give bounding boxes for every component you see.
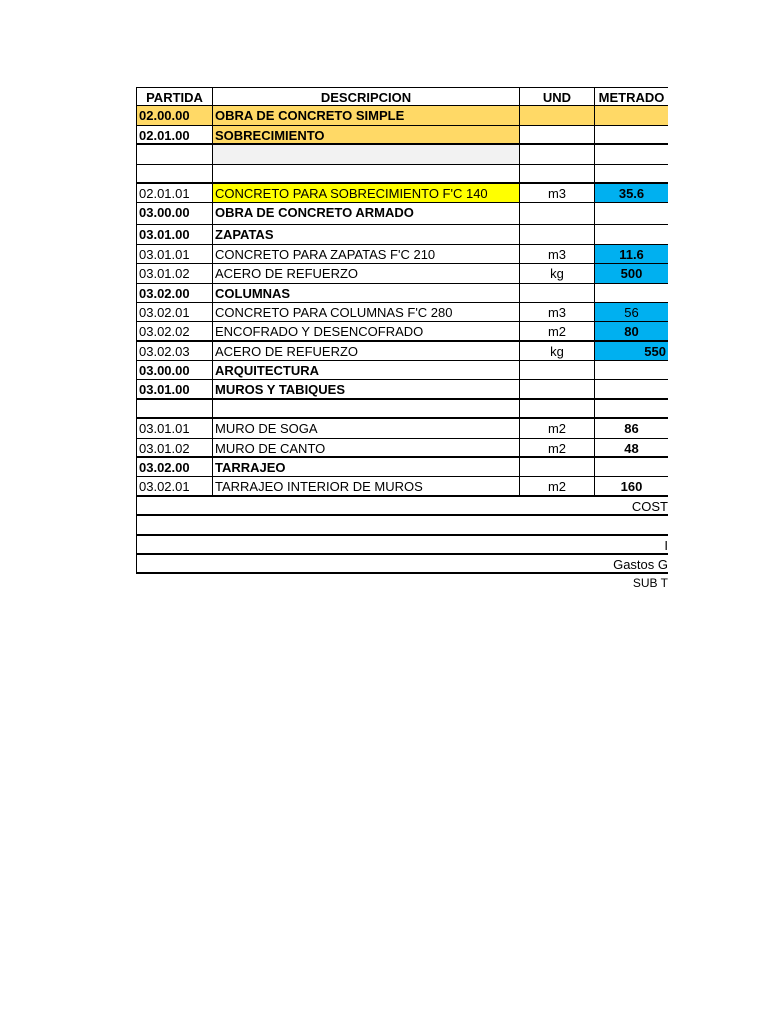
table-row (136, 126, 668, 145)
table-row (136, 400, 668, 419)
cell-partida[interactable]: 03.00.00 (136, 203, 212, 225)
cell-metrado[interactable]: 56 (594, 303, 668, 322)
table-row (136, 284, 668, 303)
summary-gastos-label[interactable]: Gastos G (136, 555, 668, 574)
cell-und[interactable]: m3 (519, 303, 594, 322)
cell-metrado[interactable] (594, 284, 668, 303)
cell-und[interactable] (519, 145, 594, 164)
cell-descripcion[interactable] (212, 400, 519, 419)
cell-descripcion[interactable]: SOBRECIMIENTO (212, 126, 519, 145)
cell-descripcion[interactable]: MUROS Y TABIQUES (212, 380, 519, 399)
summary-costo-label[interactable]: COST (136, 497, 668, 516)
cell-metrado[interactable] (594, 126, 668, 145)
cell-descripcion[interactable]: ARQUITECTURA (212, 361, 519, 380)
table-row (136, 322, 668, 341)
cell-descripcion[interactable]: COLUMNAS (212, 284, 519, 303)
cell-und[interactable]: m2 (519, 477, 594, 496)
cell-metrado[interactable] (594, 225, 668, 244)
table-row (136, 439, 668, 458)
cell-descripcion[interactable]: MURO DE CANTO (212, 439, 519, 458)
table-row (136, 184, 668, 203)
cell-descripcion[interactable]: CONCRETO PARA SOBRECIMIENTO F'C 140 (212, 184, 519, 203)
cell-metrado[interactable] (594, 106, 668, 125)
cell-und[interactable] (519, 380, 594, 399)
table-row (136, 264, 668, 283)
cell-metrado[interactable]: 500 (594, 264, 668, 283)
cell-partida[interactable]: 03.01.01 (136, 245, 212, 264)
summary-row-subtotal (136, 574, 668, 592)
cell-partida[interactable]: 03.01.00 (136, 380, 212, 399)
cell-metrado[interactable] (594, 458, 668, 477)
cell-metrado[interactable] (594, 203, 668, 225)
summary-partial-label[interactable]: I (136, 536, 668, 555)
cell-metrado[interactable] (594, 380, 668, 399)
cell-metrado[interactable]: 35.6 (594, 184, 668, 203)
table-row (136, 419, 668, 438)
table-row (136, 165, 668, 184)
cell-partida[interactable]: 03.01.02 (136, 439, 212, 458)
cell-descripcion[interactable]: OBRA DE CONCRETO ARMADO (212, 203, 519, 225)
cell-partida[interactable]: 03.02.03 (136, 342, 212, 361)
cell-metrado[interactable]: 80 (594, 322, 668, 341)
header-partida[interactable]: PARTIDA (136, 87, 212, 106)
cell-und[interactable]: kg (519, 264, 594, 283)
cell-descripcion[interactable]: ZAPATAS (212, 225, 519, 244)
cell-descripcion[interactable]: ENCOFRADO Y DESENCOFRADO (212, 322, 519, 341)
cell-descripcion[interactable]: ACERO DE REFUERZO (212, 342, 519, 361)
summary-row-costo (136, 497, 668, 516)
header-descripcion[interactable]: DESCRIPCION (212, 87, 519, 106)
header-metrado[interactable]: METRADO (594, 87, 668, 106)
table-row (136, 342, 668, 361)
cell-metrado[interactable] (594, 361, 668, 380)
cell-descripcion[interactable]: TARRAJEO INTERIOR DE MUROS (212, 477, 519, 496)
cell-partida[interactable]: 02.01.00 (136, 126, 212, 145)
cell-partida[interactable]: 03.02.01 (136, 477, 212, 496)
table-row (136, 303, 668, 322)
header-und[interactable]: UND (519, 87, 594, 106)
cell-und[interactable]: m2 (519, 439, 594, 458)
cell-metrado[interactable]: 48 (594, 439, 668, 458)
table-row (136, 145, 668, 164)
cell-metrado[interactable]: 86 (594, 419, 668, 438)
cell-metrado[interactable]: 550 (594, 342, 668, 361)
cell-und[interactable] (519, 225, 594, 244)
cell-partida[interactable]: 03.02.00 (136, 458, 212, 477)
table-row (136, 361, 668, 380)
table-row (136, 225, 668, 244)
cell-descripcion[interactable]: MURO DE SOGA (212, 419, 519, 438)
cell-und[interactable]: kg (519, 342, 594, 361)
cell-und[interactable] (519, 400, 594, 419)
cell-und[interactable] (519, 458, 594, 477)
table-row (136, 245, 668, 264)
cell-und[interactable] (519, 165, 594, 184)
cell-descripcion[interactable] (212, 165, 519, 184)
summary-row-blank (136, 516, 668, 535)
cell-und[interactable] (519, 284, 594, 303)
cell-und[interactable] (519, 203, 594, 225)
summary-subtotal-label[interactable]: SUB T (632, 576, 668, 591)
cell-metrado[interactable] (594, 400, 668, 419)
cell-partida[interactable]: 03.01.00 (136, 225, 212, 244)
budget-sheet (136, 87, 668, 592)
cell-und[interactable] (519, 126, 594, 145)
cell-partida[interactable] (136, 400, 212, 419)
cell-descripcion[interactable]: ACERO DE REFUERZO (212, 264, 519, 283)
cell-descripcion[interactable]: TARRAJEO (212, 458, 519, 477)
cell-partida[interactable]: 02.01.01 (136, 184, 212, 203)
cell-und[interactable]: m2 (519, 419, 594, 438)
cell-partida[interactable]: 03.02.02 (136, 322, 212, 341)
cell-partida[interactable]: 03.01.01 (136, 419, 212, 438)
cell-partida[interactable]: 03.02.01 (136, 303, 212, 322)
cell-metrado[interactable]: 11.6 (594, 245, 668, 264)
header-row (136, 87, 668, 106)
table-row (136, 458, 668, 477)
cell-partida[interactable] (136, 165, 212, 184)
table-row (136, 203, 668, 225)
summary-row-gastos (136, 555, 668, 574)
table-row (136, 380, 668, 399)
cell-descripcion[interactable]: CONCRETO PARA COLUMNAS F'C 280 (212, 303, 519, 322)
cell-und[interactable]: m3 (519, 245, 594, 264)
table-row (136, 106, 668, 125)
cell-descripcion[interactable]: CONCRETO PARA ZAPATAS F'C 210 (212, 245, 519, 264)
cell-descripcion[interactable]: OBRA DE CONCRETO SIMPLE (212, 106, 519, 125)
summary-blank-cell[interactable] (136, 516, 668, 535)
cell-descripcion[interactable] (212, 145, 519, 164)
cell-metrado[interactable] (594, 165, 668, 184)
cell-und[interactable]: m3 (519, 184, 594, 203)
cell-partida[interactable]: 03.01.02 (136, 264, 212, 283)
cell-und[interactable]: m2 (519, 322, 594, 341)
cell-partida[interactable]: 03.00.00 (136, 361, 212, 380)
cell-metrado[interactable]: 160 (594, 477, 668, 496)
cell-partida[interactable]: 02.00.00 (136, 106, 212, 125)
summary-row-partial (136, 536, 668, 555)
cell-partida[interactable] (136, 145, 212, 164)
cell-und[interactable] (519, 361, 594, 380)
table-row (136, 477, 668, 496)
cell-partida[interactable]: 03.02.00 (136, 284, 212, 303)
cell-metrado[interactable] (594, 145, 668, 164)
cell-und[interactable] (519, 106, 594, 125)
